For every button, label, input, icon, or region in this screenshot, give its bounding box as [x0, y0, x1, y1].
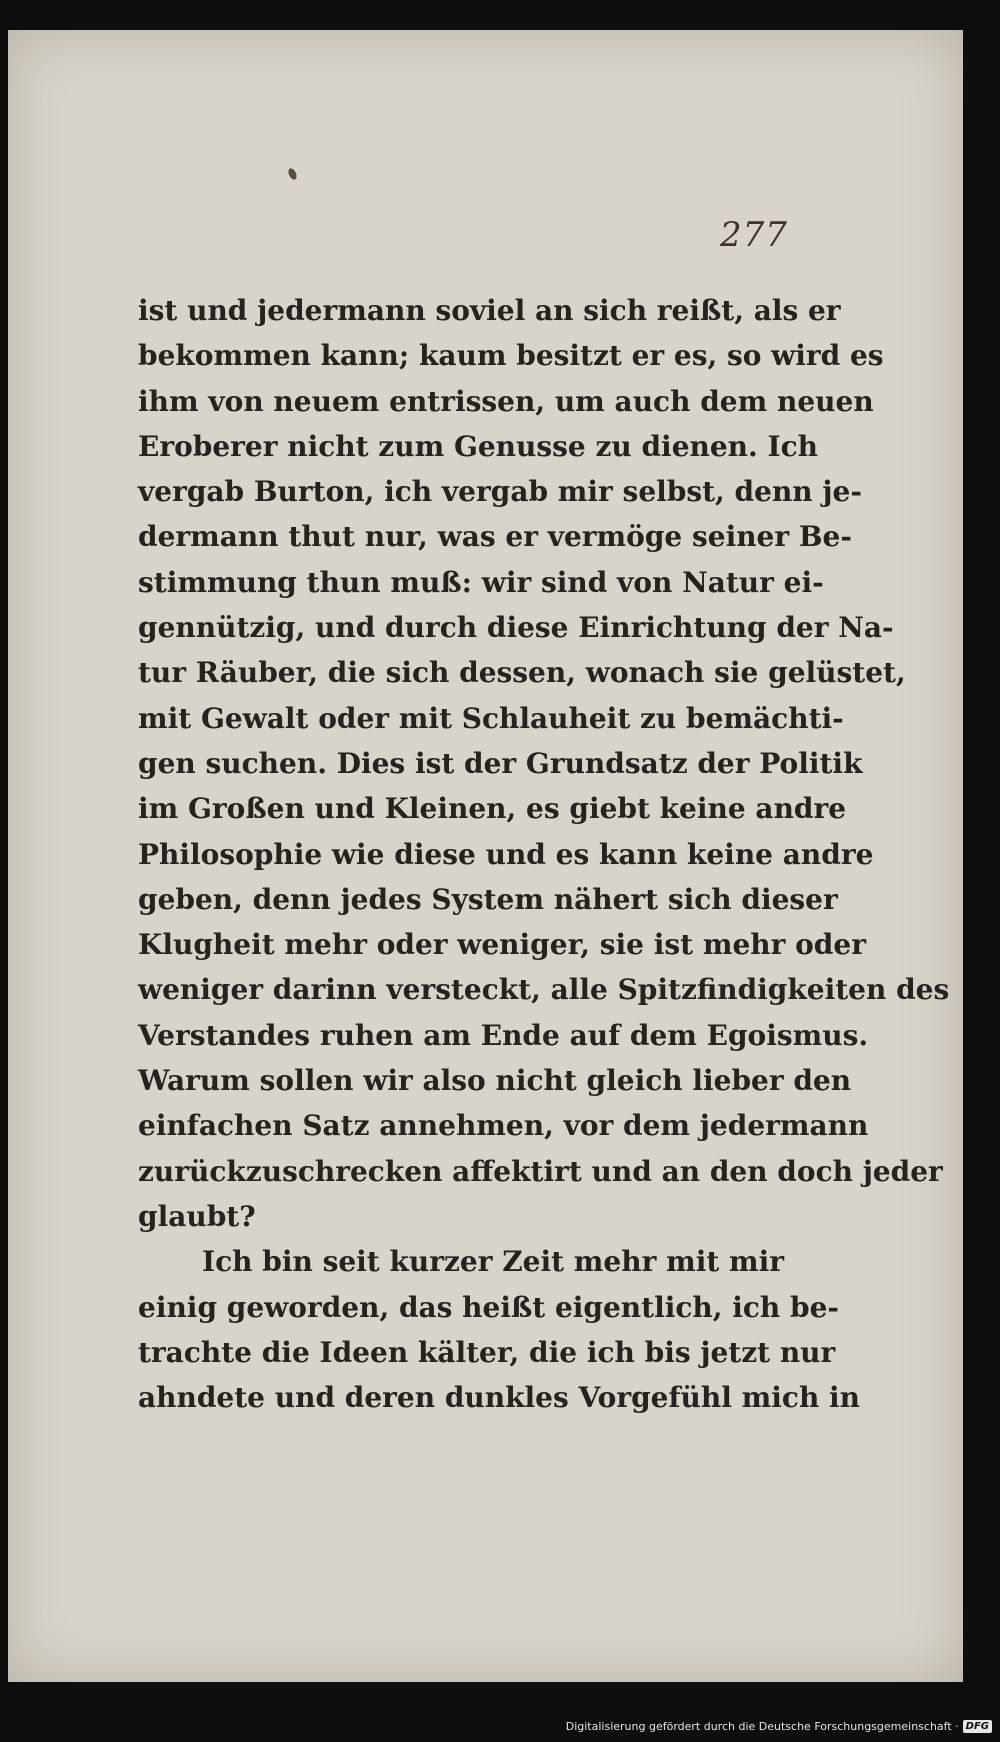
- text-line: gen suchen. Dies ist der Grundsatz der Politik: [138, 746, 863, 780]
- paragraph-1: [138, 288, 950, 1239]
- text-line: mit Gewalt oder mit Schlauheit zu bemächti-: [138, 701, 844, 735]
- funding-credit: Digitalisierung gefördert durch die Deutsche Forschungsgemeinschaft ·: [565, 1719, 959, 1733]
- dfg-logo: DFG: [963, 1720, 992, 1733]
- text-line: zurückzuschrecken affektirt und an den doch jeder: [138, 1154, 943, 1188]
- page-number: 277: [720, 215, 788, 255]
- body-text: [138, 288, 950, 1420]
- text-line: Klugheit mehr oder weniger, sie ist mehr oder: [138, 928, 866, 962]
- text-line: Ich bin seit kurzer Zeit mehr mit mir: [202, 1245, 785, 1279]
- text-line: bekommen kann; kaum besitzt er es, so wird es: [138, 339, 884, 373]
- digitization-footer: [566, 1716, 992, 1736]
- text-line: Philosophie wie diese und es kann keine andre: [138, 837, 874, 871]
- text-line: ist und jedermann soviel an sich reißt, als er: [138, 294, 841, 327]
- text-line: einfachen Satz annehmen, vor dem jedermann: [138, 1109, 869, 1143]
- text-line: vergab Burton, ich vergab mir selbst, denn je-: [138, 475, 862, 509]
- paper-speck: [287, 167, 298, 181]
- text-line: Verstandes ruhen am Ende auf dem Egoismus.: [138, 1018, 869, 1052]
- text-line: geben, denn jedes System nähert sich dieser: [138, 882, 838, 916]
- text-line: dermann thut nur, was er vermöge seiner Be-: [138, 520, 852, 554]
- text-line: gennützig, und durch diese Einrichtung der Na-: [138, 611, 894, 645]
- text-line: einig geworden, das heißt eigentlich, ich be-: [138, 1290, 840, 1324]
- text-line: tur Räuber, die sich dessen, wonach sie gelüstet,: [138, 656, 906, 690]
- text-line: Warum sollen wir also nicht gleich lieber den: [138, 1064, 852, 1098]
- text-line: trachte die Ideen kälter, die ich bis jetzt nur: [138, 1335, 836, 1369]
- text-line: glaubt?: [138, 1199, 256, 1233]
- text-line: weniger darinn versteckt, alle Spitzfindigkeiten des: [138, 973, 950, 1007]
- text-line: Eroberer nicht zum Genusse zu dienen. Ich: [138, 429, 819, 463]
- book-page: [8, 30, 963, 1682]
- paragraph-2: [138, 1239, 861, 1420]
- text-line: im Großen und Kleinen, es giebt keine andre: [138, 792, 847, 826]
- text-line: stimmung thun muß: wir sind von Natur ei-: [138, 565, 824, 599]
- text-line: ahndete und deren dunkles Vorgefühl mich in: [138, 1381, 861, 1415]
- text-line: ihm von neuem entrissen, um auch dem neuen: [138, 384, 874, 418]
